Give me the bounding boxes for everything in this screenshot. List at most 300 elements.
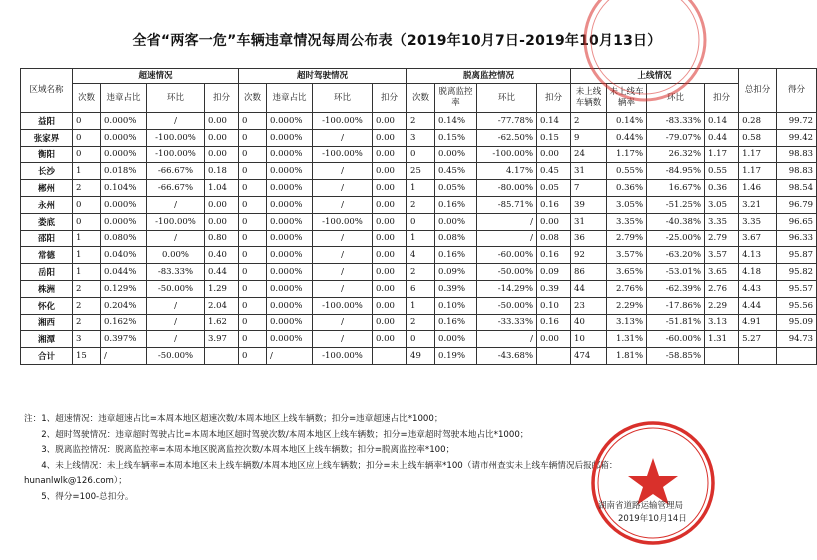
cell-total-deduct: 3.35: [739, 213, 777, 230]
note-line: hunanlwlk@126.com）；: [24, 476, 127, 487]
cell-speed-ratio: 0.000%: [101, 196, 147, 213]
note-line: 注：1、超速情况：违章超速占比=本周本地区超速次数/本周本地区上线车辆数；扣分=违章超速占比*1000；: [24, 414, 443, 424]
cell-speed-deduct: 0.00: [205, 213, 239, 230]
cell-overtime-ratio: 0.000%: [267, 314, 313, 331]
cell-speed-deduct: 0.18: [205, 163, 239, 180]
cell-speed-count: 0: [73, 146, 101, 163]
cell-online-count: 36: [571, 230, 607, 247]
cell-online-rate: 3.65%: [607, 264, 647, 281]
cell-speed-count: 0: [73, 129, 101, 146]
cell-speed-ratio: 0.397%: [101, 331, 147, 348]
cell-speed-mom: /: [147, 297, 205, 314]
cell-speed-mom: -100.00%: [147, 129, 205, 146]
cell-overtime-deduct: 0.00: [373, 247, 407, 264]
cell-speed-ratio: 0.129%: [101, 280, 147, 297]
cell-overtime-mom: -100.00%: [313, 297, 373, 314]
cell-overtime-count: 0: [239, 314, 267, 331]
cell-online-rate: 3.35%: [607, 213, 647, 230]
cell-speed-ratio: 0.000%: [101, 129, 147, 146]
cell-score: 98.54: [777, 180, 817, 197]
table-row: [21, 297, 817, 314]
cell-offline-deduct: 0.00: [537, 331, 571, 348]
cell-offline-count: 0: [407, 331, 435, 348]
cell-offline-count: 2: [407, 113, 435, 130]
cell-total-deduct: 4.13: [739, 247, 777, 264]
note-line: 2、超时驾驶情况：违章超时驾驶占比=本周本地区超时驾驶次数/本周本地区上线车辆数；扣分=违章超时驾驶本地占比*1000；: [24, 429, 529, 440]
cell-overtime-count: 0: [239, 247, 267, 264]
table-row: [21, 314, 817, 331]
header-score: 得分: [777, 69, 817, 113]
cell-online-count: 44: [571, 280, 607, 297]
cell-online-deduct: 3.57: [705, 247, 739, 264]
cell-online-deduct: 0.36: [705, 180, 739, 197]
cell-overtime-mom: -100.00%: [313, 113, 373, 130]
cell-speed-mom: /: [147, 196, 205, 213]
cell-online-count: 23: [571, 297, 607, 314]
cell-online-rate: 3.13%: [607, 314, 647, 331]
cell-offline-mom: -43.68%: [477, 348, 537, 365]
cell-offline-mom: -100.00%: [477, 146, 537, 163]
cell-overtime-mom: /: [313, 314, 373, 331]
cell-offline-deduct: [537, 348, 571, 365]
cell-offline-mom: /: [477, 213, 537, 230]
cell-region: 张家界: [21, 129, 73, 146]
cell-speed-count: 0: [73, 196, 101, 213]
col-overtime-count: 次数: [239, 84, 267, 113]
cell-offline-count: 1: [407, 297, 435, 314]
cell-online-deduct: 3.65: [705, 264, 739, 281]
cell-overtime-deduct: 0.00: [373, 129, 407, 146]
cell-speed-count: 15: [73, 348, 101, 365]
cell-offline-mom: -33.33%: [477, 314, 537, 331]
cell-speed-deduct: 1.62: [205, 314, 239, 331]
total-row: [21, 348, 817, 365]
cell-overtime-mom: /: [313, 280, 373, 297]
cell-offline-mom: /: [477, 230, 537, 247]
cell-score: 96.33: [777, 230, 817, 247]
cell-score: 96.65: [777, 213, 817, 230]
cell-overtime-ratio: /: [267, 348, 313, 365]
cell-offline-rate: 0.15%: [435, 129, 477, 146]
cell-online-deduct: 3.13: [705, 314, 739, 331]
cell-online-mom: -51.81%: [647, 314, 705, 331]
table-row: [21, 163, 817, 180]
cell-online-mom: -60.00%: [647, 331, 705, 348]
cell-overtime-mom: /: [313, 196, 373, 213]
cell-offline-deduct: 0.39: [537, 280, 571, 297]
cell-offline-rate: 0.00%: [435, 213, 477, 230]
cell-score: 98.83: [777, 146, 817, 163]
cell-overtime-mom: /: [313, 331, 373, 348]
cell-speed-mom: -66.67%: [147, 163, 205, 180]
cell-overtime-mom: -100.00%: [313, 213, 373, 230]
cell-overtime-ratio: 0.000%: [267, 213, 313, 230]
cell-speed-mom: /: [147, 230, 205, 247]
cell-speed-deduct: 0.00: [205, 146, 239, 163]
cell-online-count: 24: [571, 146, 607, 163]
cell-total-deduct: 1.17: [739, 163, 777, 180]
cell-online-mom: -51.25%: [647, 196, 705, 213]
cell-score: 95.87: [777, 247, 817, 264]
cell-online-mom: -84.95%: [647, 163, 705, 180]
cell-online-deduct: 2.79: [705, 230, 739, 247]
cell-online-count: 39: [571, 196, 607, 213]
cell-overtime-count: 0: [239, 213, 267, 230]
col-speed-deduct: 扣分: [205, 84, 239, 113]
note-line: 5、得分=100-总扣分。: [24, 491, 134, 502]
col-speed-count: 次数: [73, 84, 101, 113]
col-online-count: 未上线车辆数: [571, 84, 607, 113]
cell-offline-mom: -77.78%: [477, 113, 537, 130]
cell-speed-mom: -66.67%: [147, 180, 205, 197]
note-line: 3、脱离监控情况：脱离监控率=本周本地区脱离监控次数/本周本地区上线车辆数；扣分=脱离监控率*100；: [24, 445, 455, 456]
cell-total-deduct: 0.58: [739, 129, 777, 146]
cell-online-count: 10: [571, 331, 607, 348]
cell-overtime-deduct: 0.00: [373, 297, 407, 314]
cell-online-mom: -83.33%: [647, 113, 705, 130]
cell-online-deduct: 3.35: [705, 213, 739, 230]
cell-offline-mom: -80.00%: [477, 180, 537, 197]
cell-speed-ratio: 0.204%: [101, 297, 147, 314]
cell-total-deduct: 1.46: [739, 180, 777, 197]
cell-total-deduct: [739, 348, 777, 365]
cell-speed-count: 1: [73, 163, 101, 180]
col-offline-mom: 环比: [477, 84, 537, 113]
cell-online-deduct: 0.14: [705, 113, 739, 130]
cell-score: 95.57: [777, 280, 817, 297]
cell-speed-count: 1: [73, 264, 101, 281]
table-row: [21, 180, 817, 197]
cell-overtime-deduct: 0.00: [373, 331, 407, 348]
cell-region: 永州: [21, 196, 73, 213]
cell-online-mom: 26.32%: [647, 146, 705, 163]
cell-online-count: 7: [571, 180, 607, 197]
cell-overtime-deduct: 0.00: [373, 264, 407, 281]
cell-offline-rate: 0.09%: [435, 264, 477, 281]
cell-speed-ratio: 0.044%: [101, 264, 147, 281]
cell-online-mom: -62.39%: [647, 280, 705, 297]
cell-speed-mom: -100.00%: [147, 146, 205, 163]
cell-score: 99.72: [777, 113, 817, 130]
cell-speed-count: 1: [73, 230, 101, 247]
cell-speed-ratio: 0.162%: [101, 314, 147, 331]
cell-speed-deduct: 0.40: [205, 247, 239, 264]
cell-speed-mom: -50.00%: [147, 280, 205, 297]
col-overtime-ratio: 违章占比: [267, 84, 313, 113]
cell-overtime-ratio: 0.000%: [267, 331, 313, 348]
cell-speed-ratio: 0.080%: [101, 230, 147, 247]
cell-score: [777, 348, 817, 365]
cell-overtime-mom: /: [313, 230, 373, 247]
table-row: [21, 331, 817, 348]
cell-offline-deduct: 0.08: [537, 230, 571, 247]
cell-overtime-deduct: 0.00: [373, 113, 407, 130]
cell-region: 邵阳: [21, 230, 73, 247]
cell-score: 95.82: [777, 264, 817, 281]
cell-online-deduct: 2.29: [705, 297, 739, 314]
cell-offline-deduct: 0.05: [537, 180, 571, 197]
cell-overtime-ratio: 0.000%: [267, 264, 313, 281]
cell-speed-ratio: 0.000%: [101, 213, 147, 230]
cell-overtime-count: 0: [239, 163, 267, 180]
signature-org: 湖南省道路运输管理局: [598, 501, 684, 511]
cell-region: 湘潭: [21, 331, 73, 348]
cell-overtime-deduct: 0.00: [373, 196, 407, 213]
cell-speed-count: 0: [73, 213, 101, 230]
cell-offline-mom: -85.71%: [477, 196, 537, 213]
cell-total-deduct: 3.67: [739, 230, 777, 247]
cell-offline-deduct: 0.15: [537, 129, 571, 146]
cell-online-mom: -40.38%: [647, 213, 705, 230]
cell-overtime-count: 0: [239, 348, 267, 365]
table-row: [21, 247, 817, 264]
cell-online-count: 31: [571, 213, 607, 230]
cell-offline-mom: 4.17%: [477, 163, 537, 180]
cell-online-rate: 3.57%: [607, 247, 647, 264]
cell-overtime-count: 0: [239, 196, 267, 213]
cell-score: 95.09: [777, 314, 817, 331]
cell-overtime-deduct: 0.00: [373, 163, 407, 180]
cell-speed-ratio: 0.000%: [101, 146, 147, 163]
header-total-deduct: 总扣分: [739, 69, 777, 113]
cell-overtime-deduct: 0.00: [373, 180, 407, 197]
cell-online-rate: 1.17%: [607, 146, 647, 163]
cell-overtime-ratio: 0.000%: [267, 297, 313, 314]
cell-online-deduct: 1.31: [705, 331, 739, 348]
cell-overtime-deduct: 0.00: [373, 314, 407, 331]
cell-overtime-mom: /: [313, 163, 373, 180]
cell-region: 衡阳: [21, 146, 73, 163]
cell-speed-deduct: 0.00: [205, 129, 239, 146]
cell-region: 常德: [21, 247, 73, 264]
cell-online-count: 9: [571, 129, 607, 146]
header-region: 区域名称: [21, 69, 73, 113]
cell-offline-count: 2: [407, 264, 435, 281]
cell-region: 合计: [21, 348, 73, 365]
cell-online-rate: 0.14%: [607, 113, 647, 130]
cell-total-deduct: 4.18: [739, 264, 777, 281]
cell-speed-count: 1: [73, 247, 101, 264]
cell-online-deduct: 0.44: [705, 129, 739, 146]
cell-offline-count: 3: [407, 129, 435, 146]
col-online-deduct: 扣分: [705, 84, 739, 113]
cell-online-rate: 1.31%: [607, 331, 647, 348]
cell-overtime-ratio: 0.000%: [267, 146, 313, 163]
cell-region: 益阳: [21, 113, 73, 130]
cell-offline-rate: 0.05%: [435, 180, 477, 197]
cell-online-count: 86: [571, 264, 607, 281]
cell-offline-rate: 0.16%: [435, 314, 477, 331]
cell-online-rate: 0.44%: [607, 129, 647, 146]
col-speed-mom: 环比: [147, 84, 205, 113]
cell-speed-deduct: [205, 348, 239, 365]
cell-overtime-count: 0: [239, 146, 267, 163]
cell-online-rate: 0.55%: [607, 163, 647, 180]
cell-offline-mom: -50.00%: [477, 264, 537, 281]
cell-score: 94.73: [777, 331, 817, 348]
header-speeding: 超速情况: [73, 69, 239, 84]
cell-speed-ratio: /: [101, 348, 147, 365]
cell-offline-count: 0: [407, 146, 435, 163]
cell-offline-count: 2: [407, 314, 435, 331]
cell-speed-mom: 0.00%: [147, 247, 205, 264]
header-offline-monitoring: 脱离监控情况: [407, 69, 571, 84]
cell-overtime-deduct: 0.00: [373, 230, 407, 247]
cell-offline-rate: 0.00%: [435, 146, 477, 163]
col-offline-rate: 脱离监控率: [435, 84, 477, 113]
cell-offline-count: 0: [407, 213, 435, 230]
cell-score: 96.79: [777, 196, 817, 213]
signature-date: 2019年10月14日: [618, 514, 687, 524]
cell-offline-count: 2: [407, 196, 435, 213]
cell-speed-mom: /: [147, 113, 205, 130]
cell-offline-rate: 0.19%: [435, 348, 477, 365]
cell-speed-mom: -50.00%: [147, 348, 205, 365]
cell-offline-rate: 0.45%: [435, 163, 477, 180]
cell-online-deduct: 0.55: [705, 163, 739, 180]
cell-overtime-mom: /: [313, 264, 373, 281]
cell-speed-deduct: 0.80: [205, 230, 239, 247]
cell-overtime-ratio: 0.000%: [267, 247, 313, 264]
cell-online-mom: -58.85%: [647, 348, 705, 365]
cell-speed-ratio: 0.018%: [101, 163, 147, 180]
col-overtime-mom: 环比: [313, 84, 373, 113]
cell-overtime-mom: /: [313, 247, 373, 264]
cell-total-deduct: 5.27: [739, 331, 777, 348]
cell-speed-deduct: 1.04: [205, 180, 239, 197]
cell-overtime-count: 0: [239, 129, 267, 146]
cell-offline-deduct: 0.45: [537, 163, 571, 180]
cell-overtime-ratio: 0.000%: [267, 113, 313, 130]
cell-offline-mom: -50.00%: [477, 297, 537, 314]
cell-offline-count: 1: [407, 180, 435, 197]
cell-offline-count: 1: [407, 230, 435, 247]
cell-speed-deduct: 0.44: [205, 264, 239, 281]
cell-online-deduct: 1.17: [705, 146, 739, 163]
cell-speed-count: 3: [73, 331, 101, 348]
cell-online-mom: -53.01%: [647, 264, 705, 281]
cell-overtime-ratio: 0.000%: [267, 129, 313, 146]
cell-region: 娄底: [21, 213, 73, 230]
cell-speed-ratio: 0.104%: [101, 180, 147, 197]
cell-speed-mom: /: [147, 314, 205, 331]
cell-offline-count: 25: [407, 163, 435, 180]
cell-total-deduct: 1.17: [739, 146, 777, 163]
table-row: [21, 230, 817, 247]
cell-offline-count: 6: [407, 280, 435, 297]
cell-offline-rate: 0.16%: [435, 196, 477, 213]
cell-speed-count: 2: [73, 297, 101, 314]
cell-offline-deduct: 0.16: [537, 196, 571, 213]
cell-offline-deduct: 0.09: [537, 264, 571, 281]
cell-overtime-deduct: [373, 348, 407, 365]
cell-speed-count: 2: [73, 180, 101, 197]
signature-block: [598, 500, 687, 526]
cell-online-rate: 1.81%: [607, 348, 647, 365]
table-row: [21, 264, 817, 281]
cell-total-deduct: 4.91: [739, 314, 777, 331]
cell-online-deduct: [705, 348, 739, 365]
table-row: [21, 213, 817, 230]
cell-speed-deduct: 0.00: [205, 196, 239, 213]
cell-total-deduct: 4.43: [739, 280, 777, 297]
table-row: [21, 196, 817, 213]
cell-score: 99.42: [777, 129, 817, 146]
col-online-rate: 未上线车辆率: [607, 84, 647, 113]
col-overtime-deduct: 扣分: [373, 84, 407, 113]
cell-online-rate: 2.76%: [607, 280, 647, 297]
cell-online-rate: 3.05%: [607, 196, 647, 213]
cell-offline-rate: 0.39%: [435, 280, 477, 297]
cell-offline-deduct: 0.16: [537, 247, 571, 264]
cell-offline-rate: 0.14%: [435, 113, 477, 130]
cell-overtime-deduct: 0.00: [373, 146, 407, 163]
cell-total-deduct: 3.21: [739, 196, 777, 213]
cell-overtime-ratio: 0.000%: [267, 180, 313, 197]
cell-online-count: 31: [571, 163, 607, 180]
cell-online-mom: -79.07%: [647, 129, 705, 146]
cell-speed-count: 2: [73, 314, 101, 331]
cell-offline-deduct: 0.14: [537, 113, 571, 130]
cell-score: 95.56: [777, 297, 817, 314]
cell-region: 湘西: [21, 314, 73, 331]
col-offline-deduct: 扣分: [537, 84, 571, 113]
cell-overtime-deduct: 0.00: [373, 280, 407, 297]
cell-total-deduct: 4.44: [739, 297, 777, 314]
cell-offline-rate: 0.08%: [435, 230, 477, 247]
cell-offline-mom: -60.00%: [477, 247, 537, 264]
cell-online-count: 92: [571, 247, 607, 264]
cell-region: 怀化: [21, 297, 73, 314]
cell-overtime-deduct: 0.00: [373, 213, 407, 230]
cell-overtime-count: 0: [239, 297, 267, 314]
cell-region: 株洲: [21, 280, 73, 297]
header-online: 上线情况: [571, 69, 739, 84]
cell-offline-rate: 0.00%: [435, 331, 477, 348]
cell-offline-deduct: 0.16: [537, 314, 571, 331]
official-seal: [588, 418, 718, 548]
cell-region: 郴州: [21, 180, 73, 197]
cell-online-deduct: 2.76: [705, 280, 739, 297]
cell-online-count: 40: [571, 314, 607, 331]
cell-overtime-count: 0: [239, 113, 267, 130]
col-offline-count: 次数: [407, 84, 435, 113]
cell-speed-count: 0: [73, 113, 101, 130]
cell-offline-count: 49: [407, 348, 435, 365]
cell-overtime-ratio: 0.000%: [267, 196, 313, 213]
col-speed-ratio: 违章占比: [101, 84, 147, 113]
cell-overtime-mom: -100.00%: [313, 348, 373, 365]
col-online-mom: 环比: [647, 84, 705, 113]
faded-seal-top: [570, 0, 720, 150]
cell-overtime-mom: /: [313, 180, 373, 197]
footnotes: [24, 412, 644, 506]
cell-online-count: 2: [571, 113, 607, 130]
cell-online-mom: 16.67%: [647, 180, 705, 197]
cell-score: 98.83: [777, 163, 817, 180]
cell-overtime-mom: -100.00%: [313, 146, 373, 163]
note-line: 4、未上线情况：未上线车辆率=本周本地区未上线车辆数/本周本地区应上线车辆数；扣分=未上线车辆率*100（请市州查实未上线车辆情况后报邮箱：: [24, 460, 618, 471]
cell-overtime-mom: /: [313, 129, 373, 146]
cell-offline-deduct: 0.00: [537, 146, 571, 163]
cell-speed-deduct: 2.04: [205, 297, 239, 314]
cell-online-mom: -63.20%: [647, 247, 705, 264]
cell-speed-deduct: 0.00: [205, 113, 239, 130]
cell-offline-rate: 0.10%: [435, 297, 477, 314]
cell-offline-deduct: 0.10: [537, 297, 571, 314]
cell-region: 岳阳: [21, 264, 73, 281]
cell-speed-mom: /: [147, 331, 205, 348]
